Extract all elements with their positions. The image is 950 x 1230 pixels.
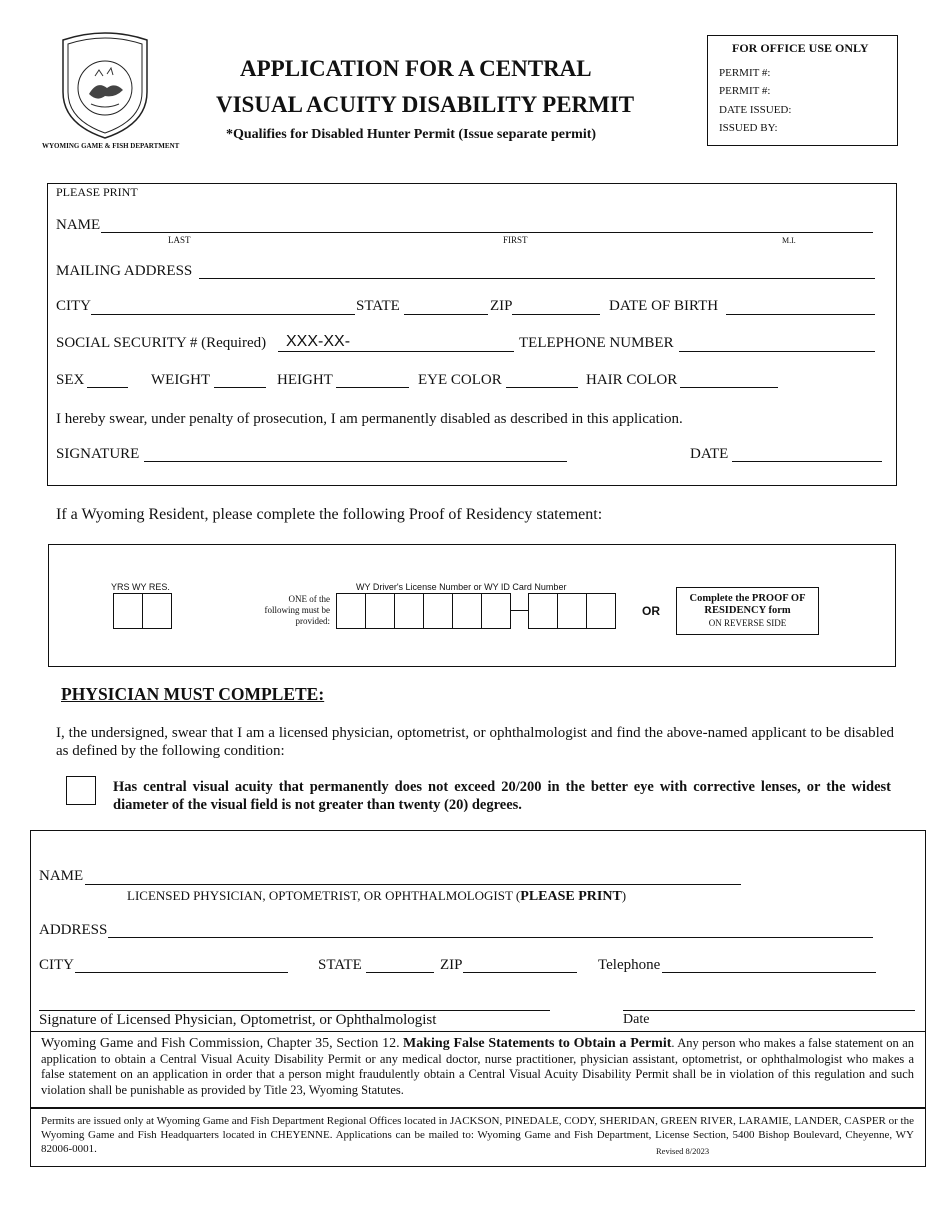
zip-label: ZIP bbox=[490, 298, 513, 314]
physician-name-caption bbox=[127, 888, 626, 905]
physician-date-field[interactable] bbox=[623, 1010, 915, 1011]
physician-zip-field[interactable] bbox=[463, 972, 577, 973]
physician-name-label: NAME bbox=[39, 868, 84, 884]
applicant-name-field[interactable] bbox=[101, 232, 873, 233]
one-of-note: ONE of the following must be provided: bbox=[264, 594, 330, 626]
dl-number-boxes bbox=[336, 593, 618, 629]
please-print-bold: PLEASE PRINT bbox=[520, 889, 622, 904]
legal-body: . Any person who makes a false statement on an application to obtain a Central Visual Acuity Disability Permit or any medical doctor, nurse practitioner, physician assistant, optometrist, or ophthalmologist who makes a false statement on an application in order that a person might fraudulently obtain a Central Visual Acuity Disability Permit shall be in violation of this regulation and such violation shall be punishable as provided by Title 23, Wyoming Statutes. bbox=[41, 1036, 914, 1097]
oath-text: I hereby swear, under penalty of prosecution, I am permanently disabled as described in this application. bbox=[56, 411, 683, 427]
title-line1: APPLICATION FOR A CENTRAL bbox=[240, 56, 592, 81]
physician-city-field[interactable] bbox=[75, 972, 288, 973]
state-field[interactable] bbox=[404, 314, 488, 315]
subtitle: *Qualifies for Disabled Hunter Permit (Issue separate permit) bbox=[226, 127, 597, 142]
dl-dash bbox=[511, 610, 528, 611]
dl-box[interactable] bbox=[528, 593, 558, 629]
ssn-field[interactable] bbox=[278, 351, 514, 352]
ssn-label: SOCIAL SECURITY # (Required) bbox=[56, 335, 267, 351]
date-label: DATE bbox=[690, 446, 729, 462]
hair-color-field[interactable] bbox=[680, 387, 778, 388]
mailing-address-field[interactable] bbox=[199, 278, 875, 279]
yrs-wy-res-label: YRS WY RES. bbox=[111, 582, 170, 592]
condition-checkbox[interactable] bbox=[66, 776, 96, 805]
office-use-box bbox=[707, 35, 898, 146]
physician-signature-label: Signature of Licensed Physician, Optometrist, or Ophthalmologist bbox=[39, 1012, 437, 1028]
office-date-issued: DATE ISSUED: bbox=[719, 104, 792, 116]
physician-address-label: ADDRESS bbox=[39, 922, 108, 938]
residency-intro: If a Wyoming Resident, please complete the following Proof of Residency statement: bbox=[56, 506, 603, 523]
sex-label: SEX bbox=[56, 372, 85, 388]
legal-bold: Making False Statements to Obtain a Permit bbox=[403, 1036, 672, 1051]
city-field[interactable] bbox=[91, 314, 355, 315]
dl-box[interactable] bbox=[336, 593, 366, 629]
weight-label: WEIGHT bbox=[151, 372, 211, 388]
mi-caption: M.I. bbox=[782, 236, 796, 245]
or-label: OR bbox=[642, 604, 660, 618]
office-permit1: PERMIT #: bbox=[719, 67, 771, 79]
weight-field[interactable] bbox=[214, 387, 266, 388]
yrs-wy-res-boxes bbox=[113, 593, 173, 629]
physician-state-label: STATE bbox=[318, 957, 362, 973]
eye-color-field[interactable] bbox=[506, 387, 578, 388]
dl-box[interactable] bbox=[423, 593, 453, 629]
physician-heading: PHYSICIAN MUST COMPLETE: bbox=[61, 684, 325, 704]
dl-box[interactable] bbox=[365, 593, 395, 629]
name-label: NAME bbox=[56, 217, 101, 233]
legal-text bbox=[41, 1036, 914, 1098]
physician-city-label: CITY bbox=[39, 957, 74, 973]
last-caption: LAST bbox=[168, 235, 191, 245]
dl-box[interactable] bbox=[586, 593, 616, 629]
footer-text: Permits are issued only at Wyoming Game and Fish Department Regional Offices located in JACKSON, PINEDALE, CODY, SHERIDAN, GREEN RIVER, LARAMIE, LANDER, CASPER or the Wyoming Game and Fish Headquarters located in CHEYENNE. Applications can be mailed to: Wyoming Game and Fish Department, License Section, 5400 Bishop Boulevard, Cheyenne, WY 82006-0001. bbox=[41, 1115, 914, 1155]
telephone-label: TELEPHONE NUMBER bbox=[519, 335, 674, 351]
proof-line2: ON REVERSE SIDE bbox=[708, 618, 787, 628]
applicant-date-field[interactable] bbox=[732, 461, 882, 462]
physician-address-field[interactable] bbox=[108, 937, 873, 938]
shield-icon bbox=[55, 32, 155, 140]
logo-text: WYOMING GAME & FISH DEPARTMENT bbox=[42, 142, 180, 150]
height-label: HEIGHT bbox=[277, 372, 333, 388]
physician-name-caption-end: ) bbox=[621, 888, 627, 903]
height-field[interactable] bbox=[336, 387, 409, 388]
dob-label: DATE OF BIRTH bbox=[609, 298, 719, 314]
physician-zip-label: ZIP bbox=[440, 957, 463, 973]
dl-box[interactable] bbox=[557, 593, 587, 629]
eye-color-label: EYE COLOR bbox=[418, 372, 502, 388]
physician-section bbox=[30, 830, 926, 1032]
state-label: STATE bbox=[356, 298, 400, 314]
city-label: CITY bbox=[56, 298, 91, 314]
physician-state-field[interactable] bbox=[366, 972, 434, 973]
proof-of-residency-box bbox=[676, 587, 819, 635]
physician-telephone-label: Telephone bbox=[598, 957, 661, 973]
dob-field[interactable] bbox=[726, 314, 875, 315]
legal-lead: Wyoming Game and Fish Commission, Chapter 35, Section 12. bbox=[41, 1036, 400, 1051]
physician-date-label: Date bbox=[623, 1012, 650, 1027]
please-print-label: PLEASE PRINT bbox=[56, 185, 138, 199]
office-permit2: PERMIT #: bbox=[719, 85, 771, 97]
physician-name-field[interactable] bbox=[85, 884, 741, 885]
dl-box[interactable] bbox=[481, 593, 511, 629]
telephone-field[interactable] bbox=[679, 351, 875, 352]
hair-color-label: HAIR COLOR bbox=[586, 372, 678, 388]
ssn-prefix: XXX-XX- bbox=[286, 333, 351, 350]
department-logo bbox=[55, 32, 155, 140]
applicant-signature-field[interactable] bbox=[144, 461, 567, 462]
office-use-title: FOR OFFICE USE ONLY bbox=[732, 41, 869, 55]
physician-signature-field[interactable] bbox=[39, 1010, 550, 1011]
dl-box[interactable] bbox=[394, 593, 424, 629]
proof-line1: Complete the PROOF OF RESIDENCY form bbox=[689, 593, 806, 616]
yrs-box[interactable] bbox=[113, 593, 143, 629]
office-issued-by: ISSUED BY: bbox=[719, 122, 778, 134]
mailing-address-label: MAILING ADDRESS bbox=[56, 263, 193, 279]
dl-box[interactable] bbox=[452, 593, 482, 629]
condition-text: Has central visual acuity that permanently does not exceed 20/200 in the better eye with corrective lenses, or the widest diameter of the visual field is not greater than twenty (20) degrees. bbox=[113, 779, 891, 813]
revised-date: Revised 8/2023 bbox=[656, 1146, 710, 1156]
yrs-box[interactable] bbox=[142, 593, 172, 629]
sex-field[interactable] bbox=[87, 387, 128, 388]
zip-field[interactable] bbox=[512, 314, 600, 315]
signature-label: SIGNATURE bbox=[56, 446, 140, 462]
title-line2: VISUAL ACUITY DISABILITY PERMIT bbox=[216, 92, 635, 117]
physician-telephone-field[interactable] bbox=[662, 972, 876, 973]
physician-name-caption-text: LICENSED PHYSICIAN, OPTOMETRIST, OR OPHTHALMOLOGIST ( bbox=[127, 888, 521, 903]
first-caption: FIRST bbox=[503, 235, 528, 245]
dl-label: WY Driver's License Number or WY ID Card Number bbox=[356, 582, 567, 592]
physician-statement: I, the undersigned, swear that I am a licensed physician, optometrist, or ophthalmologist and find the above-named applicant to be disabled as defined by the following condition: bbox=[56, 725, 894, 759]
